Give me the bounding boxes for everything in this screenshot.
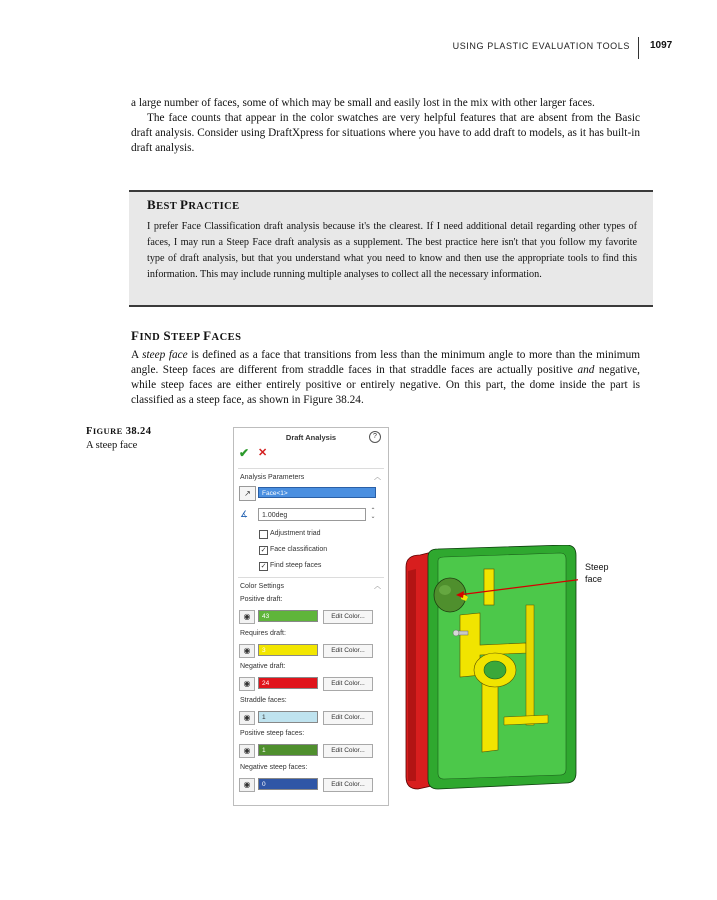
edit-color-button[interactable]: Edit Color... (323, 644, 373, 658)
intro-text (131, 96, 640, 156)
draft-angle-input[interactable]: 1.00deg (258, 508, 366, 521)
steep-face-paragraph: A steep face is defined as a face that transitions from less than the minimum angle to more than the minimum angle. Steep faces are different from straddle faces in that straddle faces are actually positive and negative, while steep faces are either entirely positive or entirely negative. On this part, the dome inside the part is classified as a steep face, as shown in Figure 38.24. (131, 349, 641, 406)
pin-detail (453, 630, 468, 636)
callout-line-2: face (585, 574, 603, 584)
plastic-part-model (398, 545, 578, 793)
visibility-eye-icon[interactable]: ◉ (239, 711, 255, 725)
section-heading: FIND STEEP FACES (131, 328, 242, 343)
section-text (131, 348, 640, 408)
page-number: 1097 (650, 40, 673, 51)
edit-color-button[interactable]: Edit Color... (323, 677, 373, 691)
draft-analysis-panel (233, 427, 389, 806)
color-swatch: 43 (258, 610, 318, 622)
help-icon[interactable]: ? (369, 431, 381, 443)
visibility-eye-icon[interactable]: ◉ (239, 644, 255, 658)
figure-label: FIGURE 38.24 (86, 426, 152, 437)
find-steep-faces-checkbox[interactable]: ✓ (260, 563, 267, 570)
callout-line-1: Steep (585, 562, 609, 572)
color-category-label: Positive steep faces: (240, 730, 305, 738)
edit-color-button[interactable]: Edit Color... (323, 610, 373, 624)
edit-color-button[interactable]: Edit Color... (323, 778, 373, 792)
color-category-label: Negative steep faces: (240, 764, 308, 771)
visibility-eye-icon[interactable]: ◉ (239, 744, 255, 758)
best-practice-text: I prefer Face Classification draft analysis because it's the clearest. If I need additional detail regarding other types of faces, I may run a Steep Face draft analysis as a supplement. The best practice here isn't that you follow my favorite type of draft analysis, but that you understand what you need to know and then use the appropriate tools to find this information. This may include running multiple analyses to collect all the necessary information. (147, 221, 637, 280)
visibility-eye-icon[interactable]: ◉ (239, 778, 255, 792)
collapse-chevron-icon[interactable]: ︿ (374, 474, 381, 481)
visibility-eye-icon[interactable]: ◉ (239, 677, 255, 691)
color-category-label: Requires draft: (240, 629, 286, 637)
visibility-eye-icon[interactable]: ◉ (239, 610, 255, 624)
ok-check-icon[interactable]: ✔ (239, 446, 250, 460)
analysis-parameters-header[interactable]: Analysis Parameters (240, 474, 305, 481)
edit-color-button[interactable]: Edit Color... (323, 744, 373, 758)
adjustment-triad-checkbox[interactable] (259, 530, 268, 539)
color-swatch: 3 (258, 644, 318, 656)
adjustment-triad-label: Adjustment triad (270, 530, 321, 537)
color-settings-header[interactable]: Color Settings (240, 583, 284, 590)
steep-face-callout (585, 561, 609, 585)
color-swatch: 24 (258, 677, 318, 689)
color-category-label: Negative draft: (240, 663, 286, 671)
panel-title: Draft Analysis (285, 433, 337, 442)
edit-color-button[interactable]: Edit Color... (323, 711, 373, 725)
color-category-label: Straddle faces: (240, 696, 287, 704)
face-classification-checkbox[interactable]: ✓ (260, 547, 267, 554)
header-divider (638, 37, 639, 59)
figure-caption: A steep face (86, 440, 138, 451)
color-swatch: 0 (258, 778, 318, 790)
find-steep-faces-label: Find steep faces (270, 562, 322, 569)
color-swatch: 1 (258, 744, 318, 756)
color-swatch: 1 (258, 711, 318, 723)
best-practice-heading: BEST PRACTICE (147, 197, 240, 212)
panel-divider (238, 468, 384, 469)
collapse-chevron-icon[interactable]: ︿ (374, 583, 381, 590)
direction-face-field[interactable]: Face<1> (258, 487, 376, 498)
color-category-label: Positive draft: (240, 596, 283, 603)
panel-divider (238, 577, 384, 578)
paragraph-2: The face counts that appear in the color swatches are very helpful features that are absent from the Basic draft analysis. Consider using DraftXpress for situations where you have to add draft to models, as it has built-in draft analysis. (131, 112, 640, 154)
angle-spinner[interactable]: ⌃ ⌄ (370, 508, 376, 520)
face-classification-label: Face classification (270, 546, 328, 553)
running-header-title: USING PLASTIC EVALUATION TOOLS (452, 41, 630, 51)
paragraph-1: a large number of faces, some of which may be small and easily lost in the mix with other larger faces. (131, 97, 595, 109)
direction-arrow-icon[interactable]: ↗ (239, 486, 256, 501)
cancel-x-icon[interactable]: ✕ (258, 447, 268, 459)
angle-icon: ∡ (240, 509, 249, 519)
